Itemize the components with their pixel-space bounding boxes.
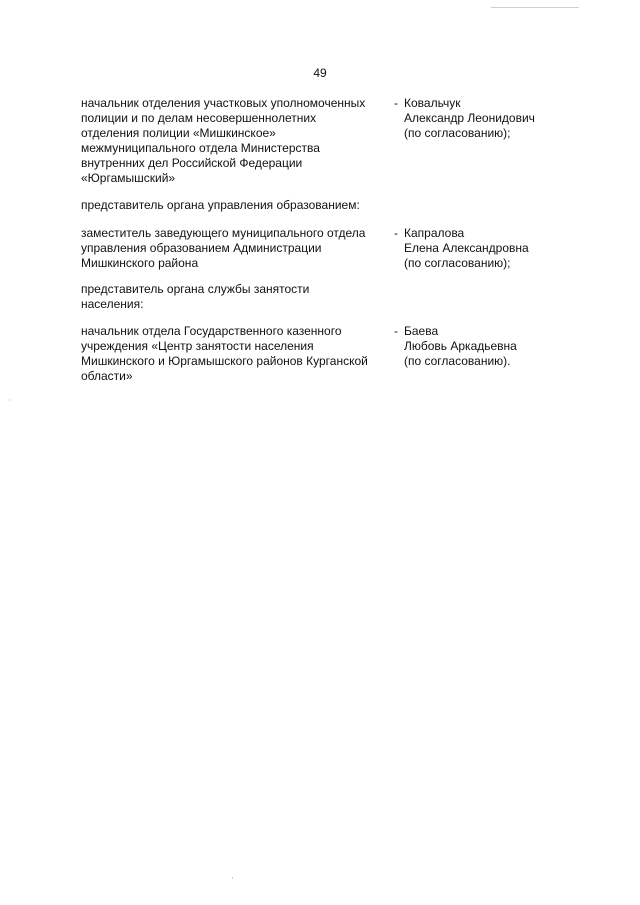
commission-member-entry-3: [81, 324, 581, 384]
position-line: Мишкинского района: [81, 256, 199, 270]
position-line: учреждения «Центр занятости населения: [81, 339, 314, 353]
page-number: 49: [313, 66, 327, 80]
separator-dash: -: [394, 324, 398, 338]
section-heading-education: представитель органа управления образованием:: [81, 198, 360, 212]
agreement-note: (по согласованию);: [404, 126, 511, 140]
section-heading-employment: [81, 282, 581, 312]
position-line: внутренних дел Российской Федерации: [81, 156, 303, 170]
commission-member-entry-1: [81, 96, 581, 186]
heading-line: населения:: [81, 297, 144, 311]
position-line: полиции и по делам несовершеннолетних: [81, 111, 317, 125]
member-position: [81, 96, 394, 186]
surname: Баева: [404, 324, 439, 338]
heading-line: представитель органа службы занятости: [81, 282, 310, 296]
separator-dash: -: [394, 226, 398, 240]
scan-artifact-left: [9, 399, 10, 401]
position-line: заместитель заведующего муниципального отдела: [81, 226, 366, 240]
member-position: [81, 226, 394, 271]
position-line: Мишкинского и Юргамышского районов Курганской: [81, 354, 368, 368]
scan-artifact-bottom: [232, 877, 233, 879]
position-line: «Юргамышский»: [81, 171, 176, 185]
scan-artifact-top: [491, 7, 579, 8]
document-body: [81, 96, 581, 384]
commission-member-entry-2: [81, 226, 581, 271]
first-patronymic-name: Александр Леонидович: [404, 111, 535, 125]
first-patronymic-name: Елена Александровна: [404, 241, 529, 255]
position-line: управления образованием Администрации: [81, 241, 322, 255]
position-line: начальник отдела Государственного казенного: [81, 324, 342, 338]
position-line: отделения полиции «Мишкинское»: [81, 126, 276, 140]
member-name: [404, 324, 581, 369]
first-patronymic-name: Любовь Аркадьевна: [404, 339, 517, 353]
member-name: [404, 226, 581, 271]
separator-dash: -: [394, 96, 398, 110]
position-line: начальник отделения участковых уполномоченных: [81, 96, 366, 110]
position-line: межмуниципального отдела Министерства: [81, 141, 320, 155]
agreement-note: (по согласованию).: [404, 354, 511, 368]
agreement-note: (по согласованию);: [404, 256, 511, 270]
surname: Ковальчук: [404, 96, 461, 110]
position-line: области»: [81, 369, 133, 383]
member-position: [81, 324, 394, 384]
member-name: [404, 96, 581, 141]
surname: Капралова: [404, 226, 465, 240]
